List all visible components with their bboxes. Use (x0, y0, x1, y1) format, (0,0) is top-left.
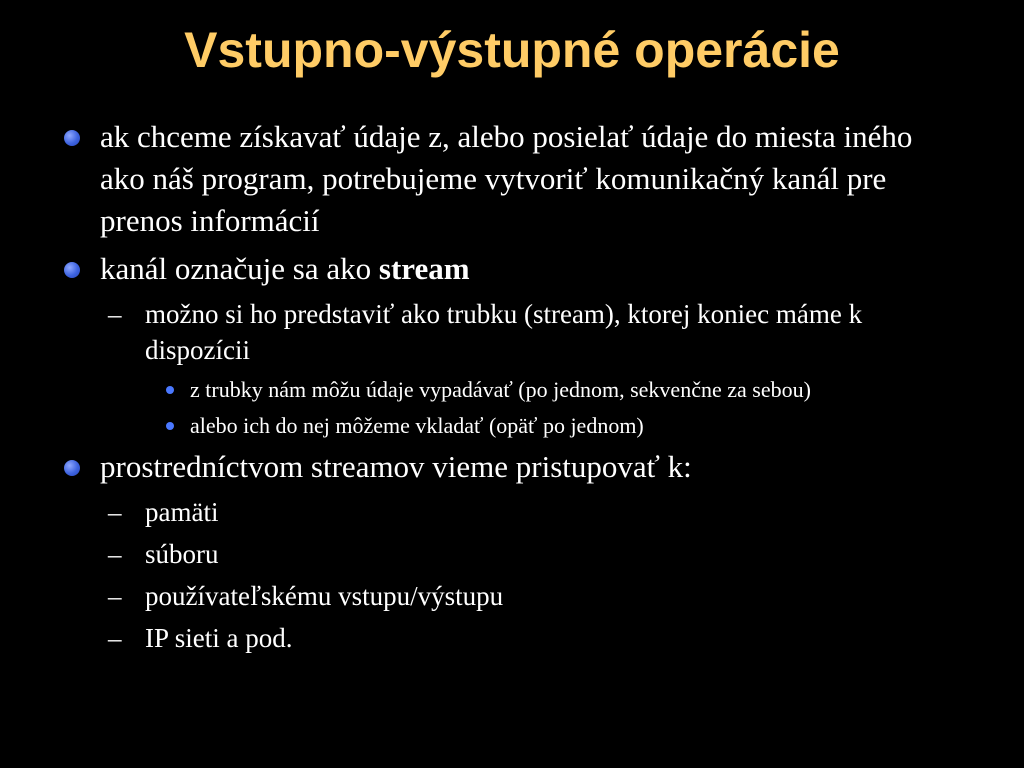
bullet-2-sub-1-b (62, 410, 962, 441)
bullet-3 (62, 446, 962, 488)
dash-icon: – (108, 497, 122, 527)
bullet-2-sub-1-a (62, 374, 962, 405)
bullet-3-sub-4 (62, 620, 962, 656)
dash-icon: – (108, 539, 122, 569)
small-bullet-dot-icon (166, 422, 174, 430)
bullet-3-sub-2 (62, 536, 962, 572)
bullet-1-text: ak chceme získavať údaje z, alebo posielať údaje do miesta iného ako náš program, potrebujeme vytvoriť komunikačný kanál pre prenos informácií (100, 119, 913, 238)
small-bullet-dot-icon (166, 386, 174, 394)
bullet-3-sub-1-text: pamäti (145, 497, 219, 527)
dash-icon: – (108, 623, 122, 653)
dash-icon: – (108, 299, 122, 329)
bullet-dot-icon (64, 262, 80, 278)
bullet-dot-icon (64, 130, 80, 146)
bullet-3-text: prostredníctvom streamov vieme pristupovať k: (100, 449, 692, 484)
bullet-2-sub-1-text: možno si ho predstaviť ako trubku (stream), ktorej koniec máme k dispozícii (145, 299, 863, 365)
bullet-1 (62, 116, 962, 242)
slide-title: Vstupno-výstupné operácie (184, 22, 840, 78)
bullet-2 (62, 248, 962, 290)
slide-content (62, 116, 962, 662)
bullet-dot-icon (64, 460, 80, 476)
bullet-2-text: kanál označuje sa ako (100, 251, 379, 286)
bullet-3-sub-3-text: používateľskému vstupu/výstupu (145, 581, 504, 611)
bullet-3-sub-4-text: IP sieti a pod. (145, 623, 293, 653)
dash-icon: – (108, 581, 122, 611)
bullet-3-sub-2-text: súboru (145, 539, 219, 569)
bullet-2-keyword: stream (378, 251, 470, 286)
bullet-3-sub-1 (62, 494, 962, 530)
bullet-3-sub-3 (62, 578, 962, 614)
bullet-2-sub-1-a-text: z trubky nám môžu údaje vypadávať (po jednom, sekvenčne za sebou) (190, 377, 811, 402)
bullet-2-sub-1 (62, 296, 962, 368)
bullet-2-sub-1-b-text: alebo ich do nej môžeme vkladať (opäť po jednom) (190, 413, 644, 438)
